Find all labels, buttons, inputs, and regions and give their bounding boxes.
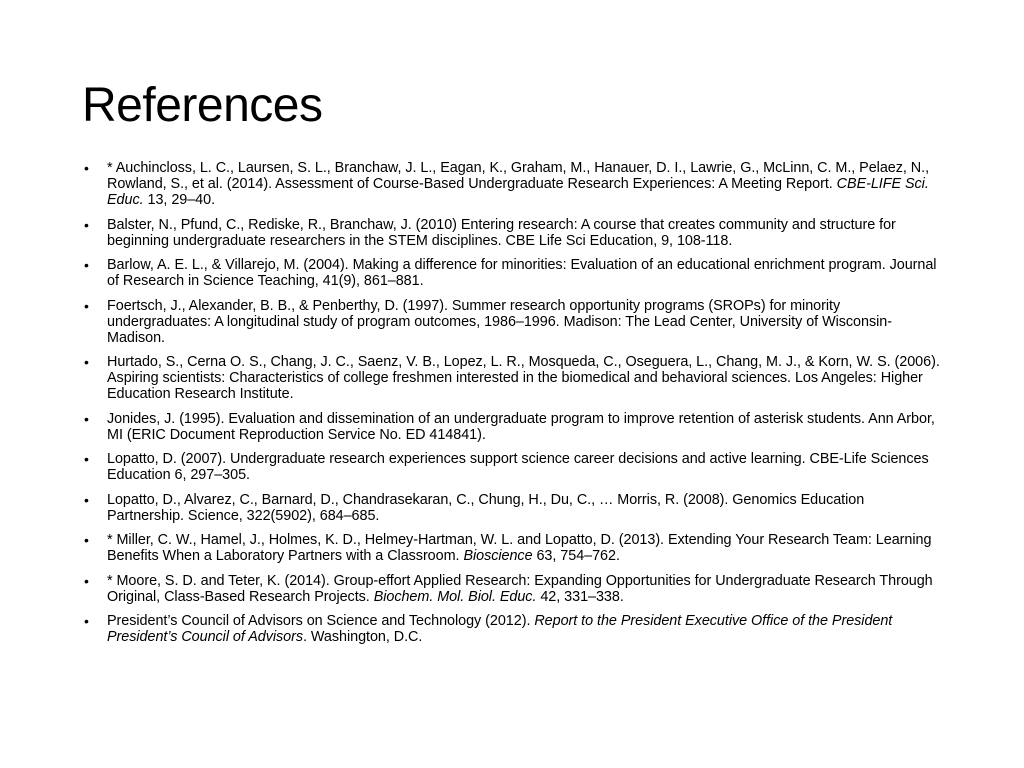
bullet-icon: • <box>84 354 89 370</box>
reference-text: 13, 29–40. <box>143 192 216 208</box>
bullet-icon: • <box>84 572 89 589</box>
reference-text: * Auchincloss, L. C., Laursen, S. L., Branchaw, J. L., Eagan, K., Graham, M., Hanauer, D. I., Lawrie, G., McLinn, C. M., Pelaez, N., Rowland, S., et al. (2014). Assessment of Course-Based Undergraduate Research Experiences: A Meeting Report. <box>107 160 930 192</box>
bullet-icon: • <box>84 613 89 629</box>
slide-title: References <box>82 79 323 132</box>
reference-list <box>84 160 944 654</box>
reference-text: Lopatto, D., Alvarez, C., Barnard, D., Chandrasekaran, C., Chung, H., Du, C., … Morris, R. (2008). Genomics Education Partnership. Science, 322(5902), 684–685. <box>107 491 865 524</box>
reference-text-italic: Biochem. Mol. Biol. Educ. <box>373 588 537 605</box>
reference-text: * Moore, S. D. and Teter, K. (2014). Group-effort Applied Research: Expanding Opportunities for Undergraduate Research Through Original, Class-Based Research Projects. <box>107 572 933 605</box>
reference-text-italic: Report to the President Executive Office of the President President’s Council of Advisors <box>107 613 893 645</box>
bullet-icon: • <box>84 257 89 273</box>
reference-item <box>84 532 944 564</box>
reference-item <box>84 160 944 208</box>
reference-text: Barlow, A. E. L., & Villarejo, M. (2004). Making a difference for minorities: Evaluation of an educational enrichment program. Journal of Research in Science Teaching, 41(9), 861–881. <box>107 257 937 289</box>
reference-item <box>84 217 944 249</box>
reference-text: President’s Council of Advisors on Science and Technology (2012). <box>107 613 535 629</box>
bullet-icon: • <box>84 410 89 427</box>
reference-item <box>84 354 944 402</box>
bullet-icon: • <box>84 491 89 508</box>
bullet-icon: • <box>84 216 89 233</box>
reference-item <box>84 573 944 605</box>
reference-item <box>84 257 944 289</box>
reference-text: Balster, N., Pfund, C., Rediske, R., Branchaw, J. (2010) Entering research: A course that creates community and structure for beginning undergraduate researchers in the STEM disciplines. CBE Life Sci Education, 9, 108-118. <box>107 216 896 249</box>
reference-text-italic: Bioscience <box>463 548 533 564</box>
reference-text: Lopatto, D. (2007). Undergraduate research experiences support science career decisions and active learning. CBE-Life Sciences Education 6, 297–305. <box>107 451 929 483</box>
bullet-icon: • <box>84 532 89 548</box>
reference-item <box>84 451 944 483</box>
reference-text: Jonides, J. (1995). Evaluation and dissemination of an undergraduate program to improve retention of asterisk students. Ann Arbor, MI (ERIC Document Reproduction Service No. ED 414841). <box>107 410 935 443</box>
reference-text: * Miller, C. W., Hamel, J., Holmes, K. D., Helmey-Hartman, W. L. and Lopatto, D. (2013). Extending Your Research Team: Learning Benefits When a Laboratory Partners with a Classroom. <box>107 532 932 564</box>
reference-text-italic: CBE-LIFE Sci. Educ. <box>107 176 929 208</box>
reference-text: 42, 331–338. <box>536 588 624 605</box>
reference-item <box>84 298 944 346</box>
reference-item <box>84 411 944 443</box>
reference-text: Foertsch, J., Alexander, B. B., & Penberthy, D. (1997). Summer research opportunity programs (SROPs) for minority undergraduates: A longitudinal study of program outcomes, 1986–1996. Madison: The Lead Center, University of Wisconsin-Madison. <box>107 297 892 346</box>
reference-text: . Washington, D.C. <box>303 629 423 645</box>
bullet-icon: • <box>84 297 89 314</box>
bullet-icon: • <box>84 451 89 467</box>
bullet-icon: • <box>84 160 89 176</box>
reference-item <box>84 613 944 645</box>
reference-text: 63, 754–762. <box>532 548 620 564</box>
reference-item <box>84 492 944 524</box>
reference-text: Hurtado, S., Cerna O. S., Chang, J. C., Saenz, V. B., Lopez, L. R., Mosqueda, C., Oseguera, L., Chang, M. J., & Korn, W. S. (2006). Aspiring scientists: Characteristics of college freshmen interested in the biomedical and behavioral sciences. Los Angeles: Higher Education Research Institute. <box>107 354 940 402</box>
